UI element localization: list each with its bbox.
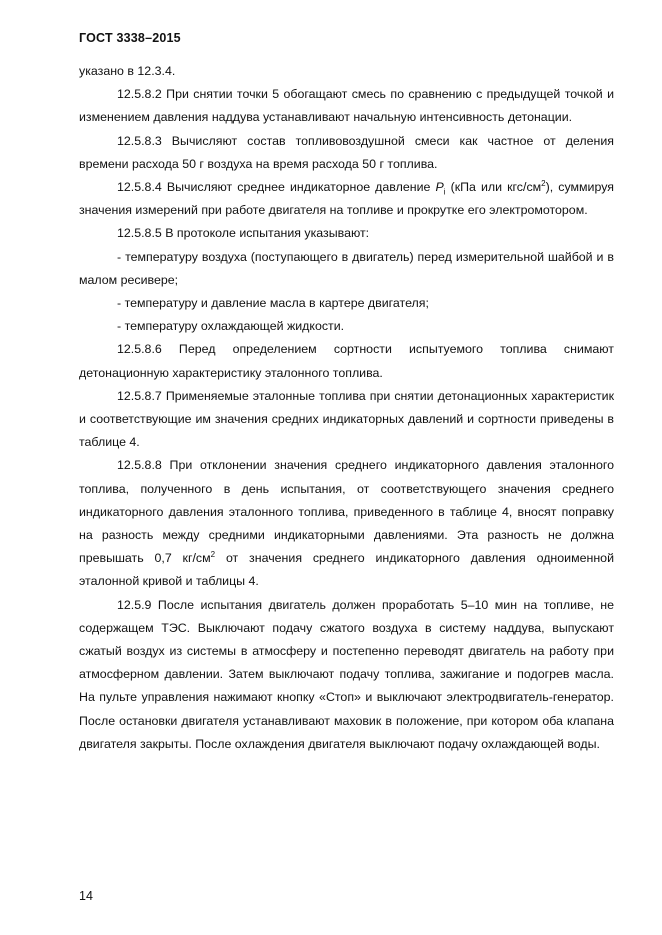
- paragraph-continuation: указано в 12.3.4.: [79, 64, 176, 78]
- list-item: - температуру воздуха (поступающего в двигатель) перед измерительной шайбой и в малом ресивере;: [79, 249, 614, 287]
- document-body: [79, 60, 614, 756]
- paragraph-12-5-9: 12.5.9 После испытания двигатель должен проработать 5–10 мин на топливе, не содержащем ТЭС. Выключают подачу сжатого воздуха в систему наддува, выпускают сжатый воздух из системы в атмосферу и постепенно переводят двигатель на работу при атмосферном давлении. Затем выключают подачу топлива, зажигание и подогрев масла. На пульте управления нажимают кнопку «Стоп» и выключают электродвигатель-генератор. После остановки двигателя устанавливают маховик в положение, при котором оба клапана двигателя закрыты. После охлаждения двигателя выключают подачу охлаждающей воды.: [79, 597, 614, 751]
- paragraph-12-5-8-8: [79, 454, 614, 593]
- document-header: ГОСТ 3338–2015: [79, 31, 181, 45]
- paragraph-12-5-8-2: 12.5.8.2 При снятии точки 5 обогащают смесь по сравнению с предыдущей точкой и изменением давления наддува устанавливают начальную интенсивность детонации.: [79, 87, 614, 125]
- paragraph-12-5-8-3: 12.5.8.3 Вычисляют состав топливовоздушной смеси как частное от деления времени расхода 50 г воздуха на время расхода 50 г топлива.: [79, 133, 614, 171]
- list-item: - температуру охлаждающей жидкости.: [117, 319, 345, 334]
- paragraph-12-5-8-7: 12.5.8.7 Применяемые эталонные топлива при снятии детонационных характеристик и соответствующие им значения средних индикаторных давлений и сортности приведены в таблице 4.: [79, 388, 614, 450]
- page-number: 14: [79, 889, 93, 903]
- text-run: 12.5.8.4 Вычисляют среднее индикаторное давление: [117, 180, 436, 195]
- pressure-symbol: P: [435, 180, 444, 195]
- paragraph-12-5-8-4: [79, 176, 614, 222]
- text-run: от значения среднего индикаторного давления одноименной эталонной кривой и таблицы 4.: [79, 551, 614, 589]
- text-run: 12.5.8.8 При отклонении значения среднего индикаторного давления эталонного топлива, полученного в день испытания, от соответствующего значения среднего индикаторного давления эталонного топлива, приведенного в таблице 4, вносят поправку на разность между средними индикаторными давлениями. Эта разность не должна превышать 0,7 кг/см: [79, 458, 614, 566]
- text-run: (кПа или кгс/см: [445, 180, 542, 195]
- paragraph-12-5-8-5: 12.5.8.5 В протоколе испытания указывают:: [117, 226, 370, 241]
- unit-superscript: 2: [541, 178, 546, 188]
- unit-superscript: 2: [210, 550, 216, 560]
- pressure-subscript: i: [443, 187, 446, 197]
- paragraph-12-5-8-6: 12.5.8.6 Перед определением сортности испытуемого топлива снимают детонационную характеристику эталонного топлива.: [79, 342, 614, 380]
- text-run: ), суммируя значения измерений при работе двигателя на топливе и прокрутке его электромотором.: [79, 180, 614, 218]
- list-item: - температуру и давление масла в картере двигателя;: [117, 296, 429, 311]
